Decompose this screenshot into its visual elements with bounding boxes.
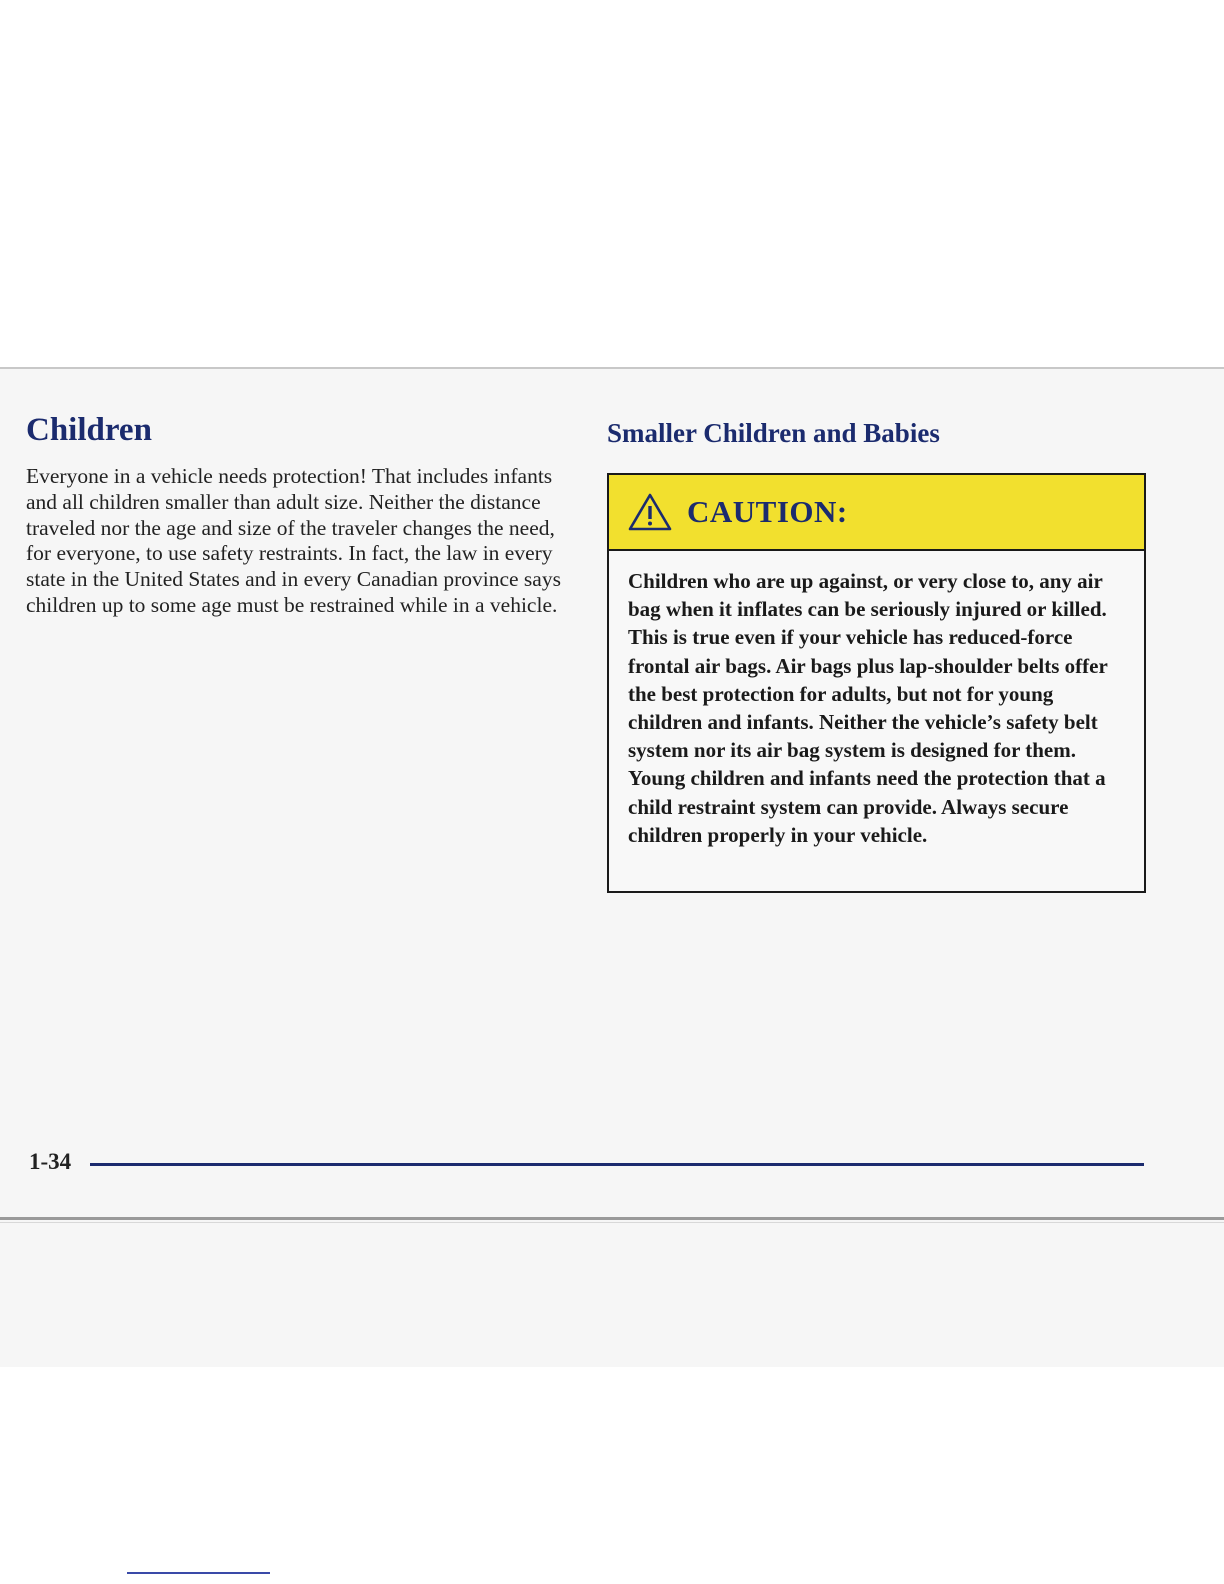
page-bottom-edge-shadow [0, 1222, 1224, 1223]
caution-header [609, 475, 1144, 551]
caution-text: Children who are up against, or very close to, any air bag when it inflates can be seriously injured or killed. This is true even if your vehicle has reduced-force frontal air bags. Air bags plus lap-shoulder belts offer the best protection for adults, but not for young children and infants. Neither the vehicle’s safety belt system nor its air bag system is designed for them. Young children and infants need the protection that a child restraint system can provide. Always secure children properly in your vehicle. [628, 569, 1108, 847]
warning-triangle-icon [627, 492, 673, 532]
section-heading-smaller-children: Smaller Children and Babies [607, 418, 940, 448]
caution-title: CAUTION: [687, 494, 848, 529]
caution-box [607, 473, 1146, 893]
page-number: 1-34 [29, 1149, 72, 1174]
children-paragraph: Everyone in a vehicle needs protection! That includes infants and all children smaller than adult size. Neither the distance traveled nor the age and size of the traveler changes the need, for everyone, to use safety restraints. In fact, the law in every state in the United States and in every Canadian province says children up to some age must be restrained while in a vehicle. [26, 464, 561, 617]
page-bottom-edge [0, 1217, 1224, 1220]
bottom-underline [127, 1572, 270, 1574]
page-top-edge [0, 367, 1224, 369]
section-heading-children: Children [26, 412, 152, 448]
footer-rule [90, 1163, 1144, 1166]
